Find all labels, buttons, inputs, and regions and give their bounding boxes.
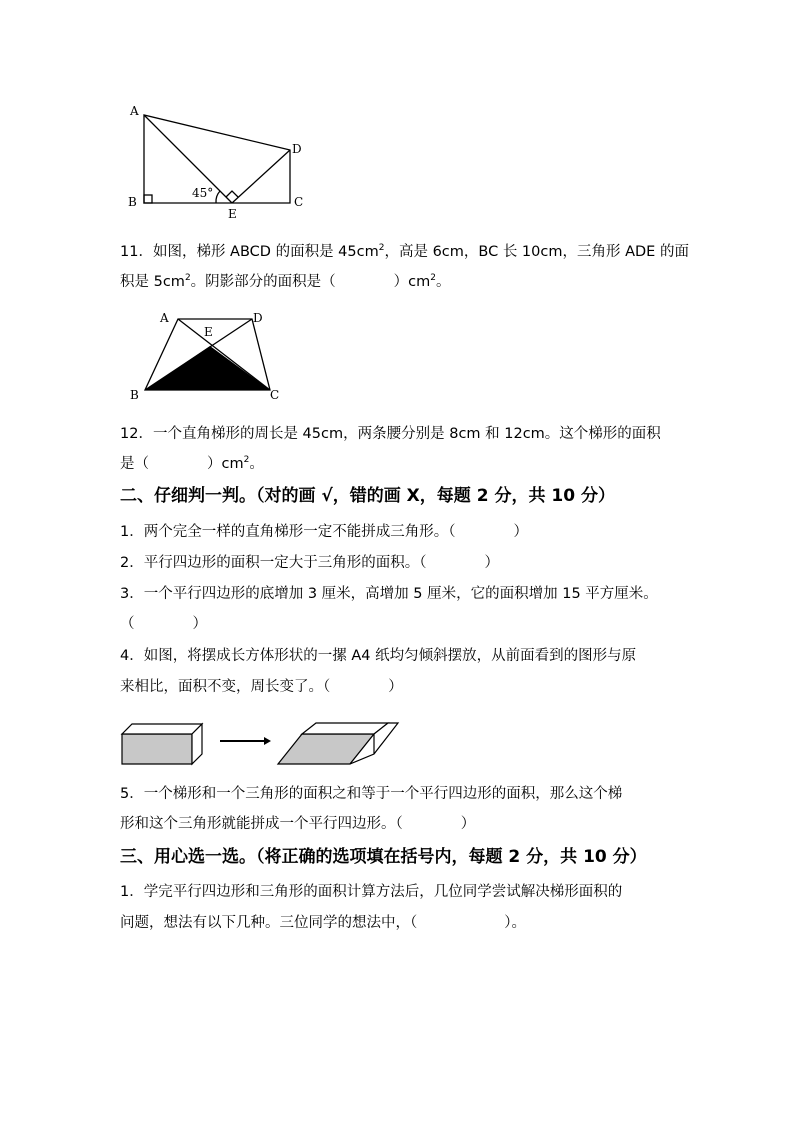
slanted-stack <box>278 723 398 764</box>
cuboid-stack <box>122 724 202 764</box>
right-angle-mark-e <box>226 191 238 197</box>
q11-line1: 11．如图，梯形 ABCD 的面积是 $45cm^2$，高是 6cm，BC 长 10cm，三角形 ADE 的面 <box>120 243 689 260</box>
q11-line2: 积是 $5cm^2$。阴影部分的面积是（ ）$cm^2$。 <box>120 273 451 290</box>
segment-ae <box>144 115 232 203</box>
q12-line1: 12．一个直角梯形的周长是 45cm，两条腰分别是 8cm 和 12cm。这个梯形的面积 <box>120 426 661 442</box>
trapezoid-outline <box>144 115 290 203</box>
section2-q1: 1．两个完全一样的直角梯形一定不能拼成三角形。（ ） <box>120 524 528 540</box>
label-b: B <box>130 388 139 402</box>
section2-q4-line1: 4．如图，将摆成长方体形状的一摞 A4 纸均匀倾斜摆放，从前面看到的图形与原 <box>120 648 637 664</box>
section2-q3-line2: （ ） <box>120 616 207 632</box>
figure-paper-stack <box>118 718 418 770</box>
figure-trapezoid-abcd-2 <box>120 305 290 405</box>
right-angle-mark-b <box>144 195 152 203</box>
section2-q4-line2: 来相比，面积不变，周长变了。（ ） <box>120 679 403 695</box>
figure-trapezoid-abcd-1 <box>120 95 320 225</box>
shaded-triangle-ebc <box>145 346 270 390</box>
label-e: E <box>228 207 237 221</box>
section2-q2: 2．平行四边形的面积一定大于三角形的面积。（ ） <box>120 555 499 571</box>
label-e: E <box>204 325 213 339</box>
label-a: A <box>160 311 169 325</box>
arrow-right <box>220 737 271 745</box>
label-c: C <box>294 195 304 209</box>
label-d: D <box>253 311 263 325</box>
label-c: C <box>270 388 280 402</box>
section2-heading: 二、仔细判一判。（对的画 √，错的画 X，每题 2 分，共 10 分） <box>120 486 615 506</box>
angle-arc-45 <box>216 191 220 203</box>
label-d: D <box>292 142 302 156</box>
segment-ed <box>232 150 290 203</box>
q12-line2: 是（ ）$cm^2$。 <box>120 455 264 472</box>
section2-q3-line1: 3．一个平行四边形的底增加 3 厘米，高增加 5 厘米，它的面积增加 15 平方厘米。 <box>120 586 658 602</box>
section3-heading: 三、用心选一选。（将正确的选项填在括号内，每题 2 分，共 10 分） <box>120 847 647 867</box>
label-a: A <box>130 104 139 118</box>
section3-q1-line2: 问题，想法有以下几种。三位同学的想法中，（ ）。 <box>120 915 526 931</box>
section2-q5-line2: 形和这个三角形就能拼成一个平行四边形。（ ） <box>120 816 476 832</box>
label-b: B <box>128 195 137 209</box>
section3-q1-line1: 1．学完平行四边形和三角形的面积计算方法后，几位同学尝试解决梯形面积的 <box>120 884 623 900</box>
section2-q5-line1: 5．一个梯形和一个三角形的面积之和等于一个平行四边形的面积，那么这个梯 <box>120 786 623 802</box>
label-angle-45: 45° <box>192 186 214 200</box>
